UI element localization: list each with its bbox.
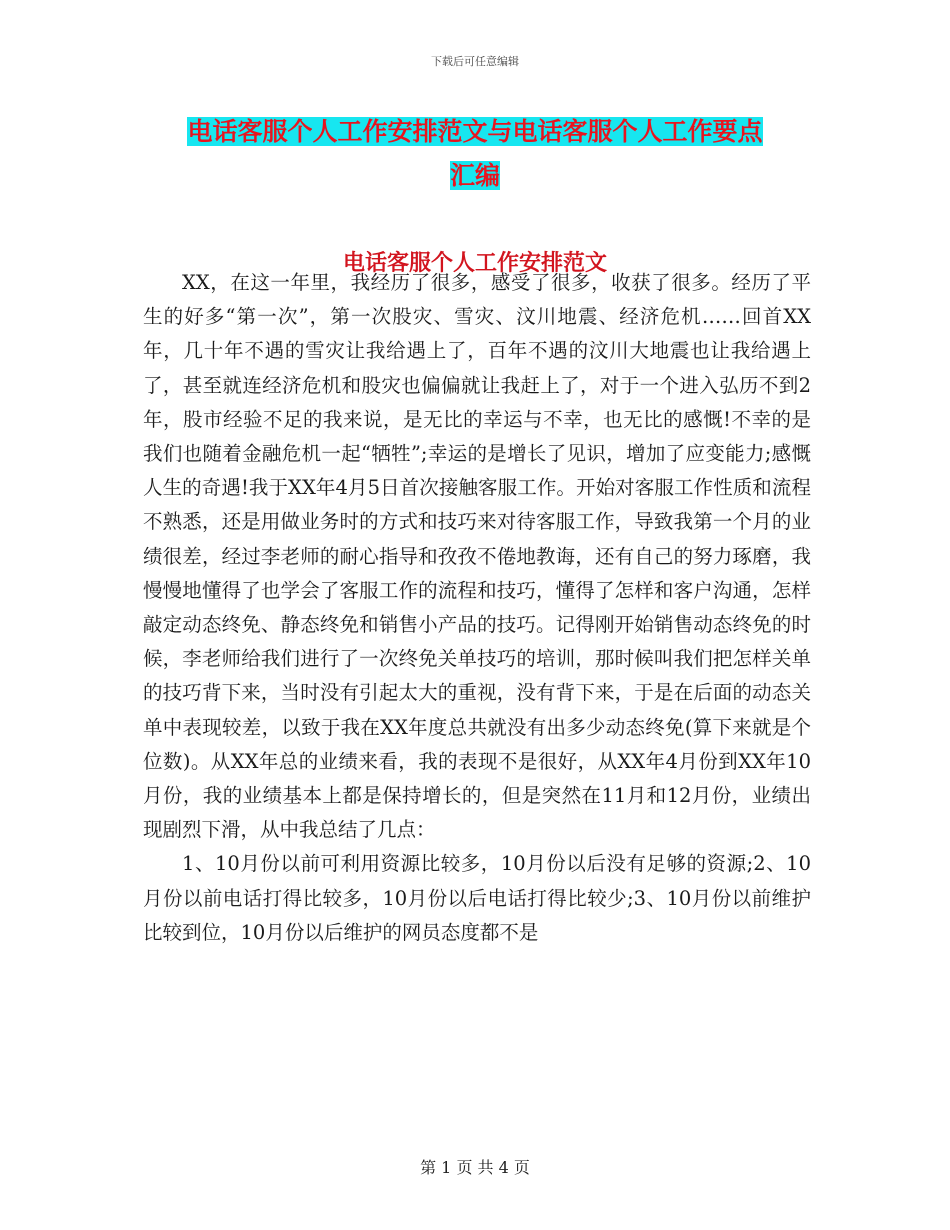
document-title: [140, 110, 810, 198]
page-header-note: 下载后可任意编辑: [431, 55, 519, 68]
paragraph-2: 1、10月份以前可利用资源比较多，10月份以后没有足够的资源;2、10月份以前电话打得比较多，10月份以后电话打得比较少;3、10月份以前维护比较到位，10月份以后维护的网员态度都不是: [143, 852, 811, 944]
paragraph-1: XX，在这一年里，我经历了很多，感受了很多，收获了很多。经历了平生的好多“第一次”，第一次股灾、雪灾、汶川地震、经济危机……回首XX年，几十年不遇的雪灾让我给遇上了，百年不遇的汶川大地震也让我给遇上了，甚至就连经济危机和股灾也偏偏就让我赶上了，对于一个进入弘历不到2年，股市经验不足的我来说，是无比的幸运与不幸，也无比的感慨!不幸的是我们也随着金融危机一起“牺牲”;幸运的是增长了见识，增加了应变能力;感慨人生的奇遇!我于XX年4月5日首次接触客服工作。开始对客服工作性质和流程不熟悉，还是用做业务时的方式和技巧来对待客服工作，导致我第一个月的业绩很差，经过李老师的耐心指导和孜孜不倦地教诲，还有自己的努力琢磨，我慢慢地懂得了也学会了客服工作的流程和技巧，懂得了怎样和客户沟通，怎样敲定动态终免、静态终免和销售小产品的技巧。记得刚开始销售动态终免的时候，李老师给我们进行了一次终免关单技巧的培训，那时候叫我们把怎样关单的技巧背下来，当时没有引起太大的重视，没有背下来，于是在后面的动态关单中表现较差，以致于我在XX年度总共就没有出多少动态终免(算下来就是个位数)。从XX年总的业绩来看，我的表现不是很好，从XX年4月份到XX年10月份，我的业绩基本上都是保持增长的，但是突然在11月和12月份，业绩出现剧烈下滑，从中我总结了几点：: [143, 271, 811, 842]
document-title-line-1: 电话客服个人工作安排范文与电话客服个人工作要点: [187, 117, 763, 146]
document-title-line-2: 汇编: [449, 161, 500, 190]
page-footer: 第 1 页 共 4 页: [420, 1158, 530, 1177]
section-title: 电话客服个人工作安排范文: [342, 251, 607, 276]
body-text: [143, 266, 811, 950]
